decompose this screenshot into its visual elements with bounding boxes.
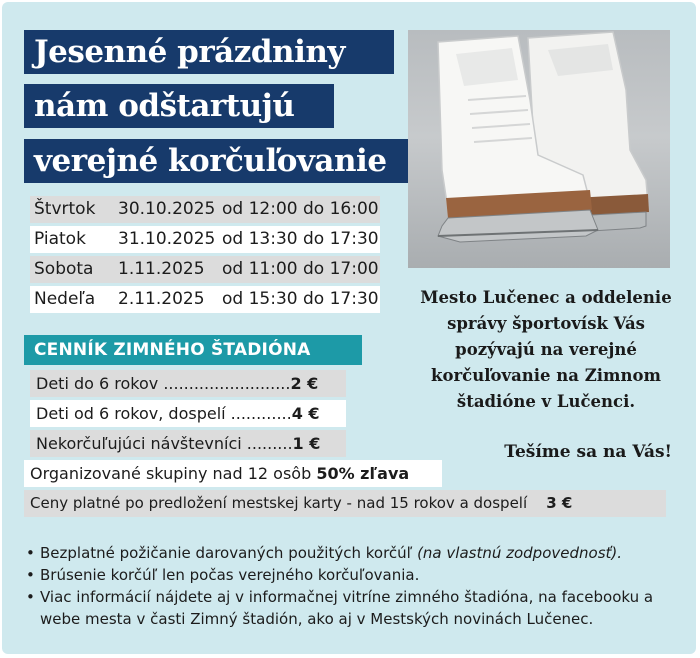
- schedule-day: Štvrtok: [34, 199, 96, 219]
- schedule-table: [30, 196, 380, 316]
- price-value: 1 €: [292, 434, 321, 453]
- notes-list: [24, 542, 684, 630]
- schedule-date: 30.10.2025: [118, 199, 216, 219]
- poster: [2, 2, 696, 654]
- price-row: [30, 370, 346, 397]
- price-label: Organizované skupiny nad 12 osôb: [30, 464, 312, 483]
- note-text: Bezplatné požičanie darovaných použitých korčúľ: [40, 544, 413, 562]
- schedule-date: 31.10.2025: [118, 229, 216, 249]
- price-row: [24, 460, 442, 487]
- price-row: [30, 400, 346, 427]
- skates-photo: [408, 30, 670, 268]
- schedule-row: [30, 226, 380, 253]
- schedule-date: 1.11.2025: [118, 259, 205, 279]
- schedule-row: [30, 256, 380, 283]
- schedule-day: Nedeľa: [34, 289, 96, 309]
- schedule-time: od 12:00 do 16:00: [222, 199, 379, 219]
- schedule-row: [30, 196, 380, 223]
- price-label: Nekorčuľujúci návštevníci .........: [36, 434, 293, 453]
- schedule-time: od 13:30 do 17:30: [222, 229, 379, 249]
- price-value: 2 €: [290, 374, 319, 393]
- schedule-row: [30, 286, 380, 313]
- note-item: [24, 586, 684, 630]
- price-value: 3 €: [546, 494, 573, 512]
- schedule-time: od 11:00 do 17:00: [222, 259, 379, 279]
- note-text: Brúsenie korčúľ len počas verejného korčuľovania.: [40, 566, 420, 584]
- ice-skates-image: [408, 30, 670, 268]
- pricing-header: CENNÍK ZIMNÉHO ŠTADIÓNA: [24, 335, 362, 365]
- schedule-day: Piatok: [34, 229, 86, 249]
- price-label: Deti do 6 rokov .........................: [36, 374, 291, 393]
- price-value: 4 €: [291, 404, 320, 423]
- price-row: [30, 430, 346, 457]
- note-item: [24, 564, 684, 586]
- note-italic: (na vlastnú zodpovednosť).: [417, 544, 623, 562]
- title-line-3: verejné korčuľovanie: [24, 139, 454, 183]
- invitation-text: Mesto Lučenec a oddelenie správy športovísk Vás pozývajú na verejné korčuľovanie na Zimnom štadióne v Lučenci.: [420, 288, 672, 411]
- note-item: [24, 542, 684, 564]
- price-label: Deti od 6 rokov, dospelí ............: [36, 404, 292, 423]
- price-row: [24, 490, 666, 517]
- title-line-2: nám odštartujú: [24, 84, 334, 128]
- price-value: 50% zľava: [316, 464, 410, 483]
- price-label: Ceny platné po predložení mestskej karty - nad 15 rokov a dospelí: [30, 494, 528, 512]
- note-text: Viac informácií nájdete aj v informačnej vitríne zimného štadióna, na facebooku a webe mesta v časti Zimný štadión, ako aj v Mestských novinách Lučenec.: [40, 588, 654, 628]
- schedule-time: od 15:30 do 17:30: [222, 289, 379, 309]
- title-line-1: Jesenné prázdniny: [24, 30, 394, 74]
- thanks-text: Tešíme sa na Vás!: [504, 442, 672, 462]
- schedule-date: 2.11.2025: [118, 289, 205, 309]
- schedule-day: Sobota: [34, 259, 94, 279]
